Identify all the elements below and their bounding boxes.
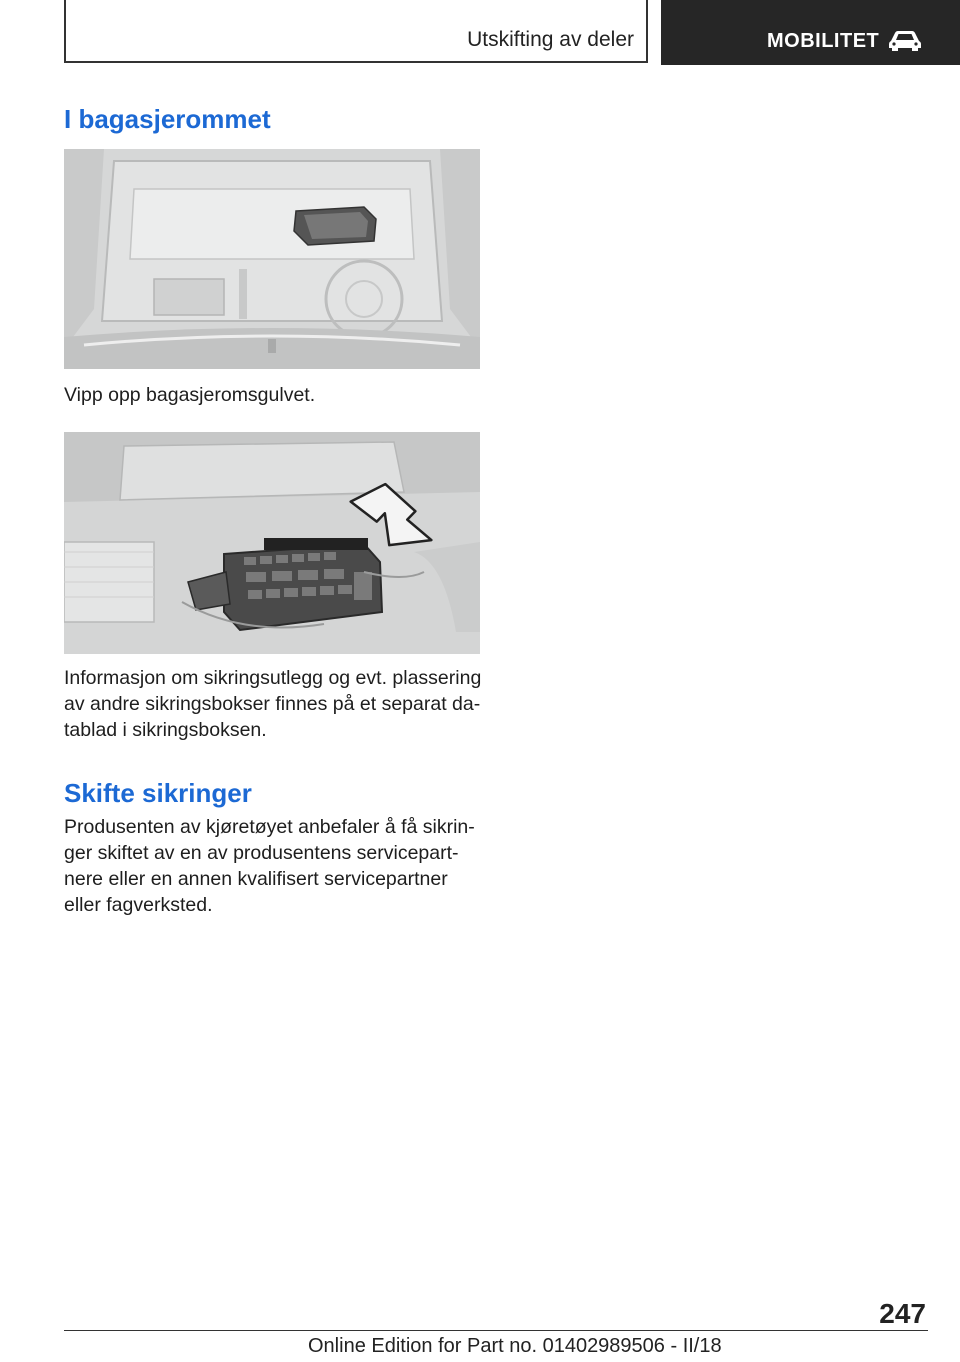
page-number: 247 xyxy=(879,1298,926,1329)
header-chapter-tab xyxy=(661,0,960,65)
header-section-box xyxy=(64,0,648,63)
replace-fuses-body: Produsenten av kjøretøyet anbefaler å få sikringer skiftet av en av produsentens servicepartnere eller en annen kvalifisert servicepartner eller fagverksted. xyxy=(64,816,475,916)
figure1-caption: Vipp opp bagasjeromsgulvet. xyxy=(64,384,316,406)
figure2-caption: Informasjon om sikringsutlegg og evt. plassering av andre sikringsbokser finnes på et separat datablad i sikringsboksen. xyxy=(64,667,482,741)
car-icon xyxy=(888,29,922,51)
header-section-title: Utskifting av deler xyxy=(467,28,634,51)
header-chapter-label: MOBILITET xyxy=(767,30,880,52)
footer-divider xyxy=(64,1330,928,1331)
section-heading-luggage: I bagasjerommet xyxy=(64,104,271,134)
fuse-box-illustration xyxy=(64,432,480,654)
figure-trunk-floor xyxy=(64,149,480,369)
edition-note: Online Edition for Part no. 01402989506 - II/18 xyxy=(308,1335,722,1357)
section-heading-replace-fuses: Skifte sikringer xyxy=(64,778,252,808)
figure-fuse-box xyxy=(64,432,480,654)
trunk-illustration xyxy=(64,149,480,369)
